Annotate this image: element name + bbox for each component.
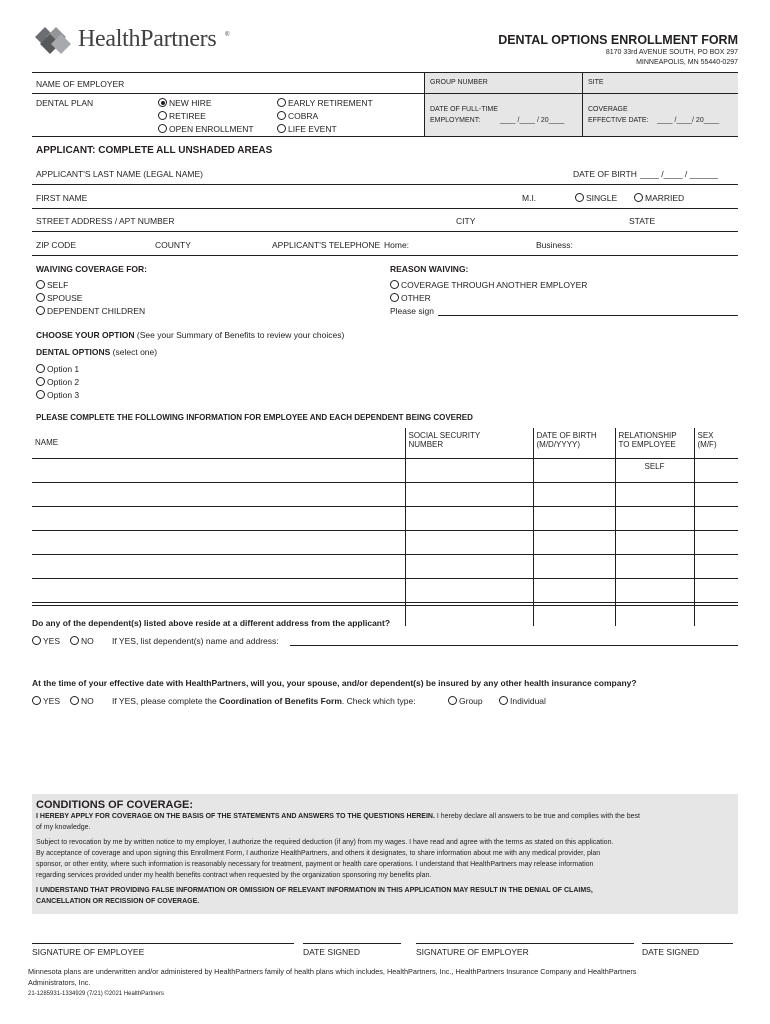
radio-option-2[interactable] <box>36 377 45 386</box>
reason-heading: REASON WAIVING: <box>390 264 469 274</box>
form-code: 21-1285931-1334929 (7/21) ©2021 HealthPartners <box>28 991 164 997</box>
radio-waive-self[interactable] <box>36 280 45 289</box>
logo-text: HealthPartners <box>78 26 217 52</box>
radio-q2-group[interactable] <box>448 696 457 705</box>
county-label: COUNTY <box>155 240 191 250</box>
applicant-heading: APPLICANT: COMPLETE ALL UNSHADED AREAS <box>36 145 273 156</box>
footer-line-2: Administrators, Inc. <box>28 978 91 987</box>
q2-yes[interactable]: YES <box>32 696 60 706</box>
table-row[interactable] <box>32 578 738 602</box>
radio-q2-yes[interactable] <box>32 696 41 705</box>
waiving-heading: WAIVING COVERAGE FOR: <box>36 264 147 274</box>
business-phone-label: Business: <box>536 240 573 250</box>
col-name-header: NAME <box>32 428 405 458</box>
status-married[interactable]: MARRIED <box>634 193 684 203</box>
employer-signature-line[interactable] <box>416 943 634 944</box>
fulltime-label-1: DATE OF FULL-TIME <box>430 106 498 113</box>
phone-label: APPLICANT'S TELEPHONE <box>272 240 381 250</box>
q1-question: Do any of the dependent(s) listed above reside at a different address from the applicant? <box>32 618 391 628</box>
radio-early-retirement[interactable] <box>277 98 286 107</box>
q2-group[interactable]: Group <box>448 696 483 706</box>
waive-signature-line[interactable] <box>438 315 738 316</box>
date1-label: DATE SIGNED <box>303 947 360 957</box>
q1-no[interactable]: NO <box>70 636 94 646</box>
q1-follow: If YES, list dependent(s) name and address: <box>112 636 279 646</box>
waive-children[interactable]: DEPENDENT CHILDREN <box>36 306 145 316</box>
option-2[interactable]: Option 2 <box>36 377 79 387</box>
date2-label: DATE SIGNED <box>642 947 699 957</box>
radio-retiree[interactable] <box>158 111 167 120</box>
zip-label: ZIP CODE <box>36 240 76 250</box>
home-phone-label: Home: <box>384 240 410 250</box>
dob-field[interactable]: ____ /____ / ______ <box>640 169 718 179</box>
radio-married[interactable] <box>634 193 643 202</box>
radio-open-enrollment[interactable] <box>158 124 167 133</box>
logo-mark: ® <box>225 32 230 38</box>
q1-answer-line[interactable] <box>290 645 738 646</box>
radio-cobra[interactable] <box>277 111 286 120</box>
plan-open-enrollment[interactable]: OPEN ENROLLMENT <box>158 124 254 134</box>
option-heading: CHOOSE YOUR OPTION (See your Summary of Benefits to review your choices) <box>36 330 345 340</box>
radio-waive-spouse[interactable] <box>36 293 45 302</box>
plan-early-retirement[interactable]: EARLY RETIREMENT <box>277 98 373 108</box>
q2-follow: If YES, please complete the Coordination of Benefits Form. Check which type: <box>112 696 416 706</box>
employer-label: NAME OF EMPLOYER <box>36 79 125 89</box>
radio-q2-no[interactable] <box>70 696 79 705</box>
col-sex-header: SEX (M/F) <box>694 428 738 458</box>
radio-q1-yes[interactable] <box>32 636 41 645</box>
radio-new-hire[interactable] <box>158 98 167 107</box>
date1-line[interactable] <box>303 943 401 944</box>
plan-new-hire[interactable]: NEW HIRE <box>158 98 212 108</box>
dental-options-sub: DENTAL OPTIONS (select one) <box>36 347 158 357</box>
reason-other[interactable]: OTHER <box>390 293 431 303</box>
plan-life-event[interactable]: LIFE EVENT <box>277 124 337 134</box>
q2-individual[interactable]: Individual <box>499 696 546 706</box>
plan-cobra[interactable]: COBRA <box>277 111 318 121</box>
waive-spouse[interactable]: SPOUSE <box>36 293 82 303</box>
address-line-1: 8170 33rd AVENUE SOUTH, PO BOX 297 <box>605 49 738 56</box>
coverage-label-1: COVERAGE <box>588 106 628 113</box>
radio-waive-children[interactable] <box>36 306 45 315</box>
city-label: CITY <box>456 216 476 226</box>
q2-no[interactable]: NO <box>70 696 94 706</box>
option-1[interactable]: Option 1 <box>36 364 79 374</box>
form-title: DENTAL OPTIONS ENROLLMENT FORM <box>498 33 738 47</box>
col-dob-header: DATE OF BIRTH (M/D/YYYY) <box>533 428 615 458</box>
option-3[interactable]: Option 3 <box>36 390 79 400</box>
group-number-label: GROUP NUMBER <box>430 79 488 86</box>
fulltime-label-2: EMPLOYMENT: <box>430 117 481 124</box>
conditions-p2-l3: sponsor, or other entity, where such information is reasonably necessary for treatment, payment or health care operations. I understand that HealthPartners may release information <box>36 861 594 868</box>
col-ssn-header: SOCIAL SECURITY NUMBER <box>405 428 533 458</box>
employee-signature-line[interactable] <box>32 943 294 944</box>
q2-question: At the time of your effective date with HealthPartners, will you, your spouse, and/or dependent(s) be insured by any other health insurance company? <box>32 678 637 688</box>
col-rel-header: RELATIONSHIP TO EMPLOYEE <box>615 428 694 458</box>
dental-plan-label: DENTAL PLAN <box>36 98 94 108</box>
fulltime-date-field[interactable]: ____ /____ / 20____ <box>500 117 565 124</box>
status-single[interactable]: SINGLE <box>575 193 617 203</box>
table-row[interactable] <box>32 530 738 554</box>
table-row[interactable] <box>32 458 738 482</box>
dob-label: DATE OF BIRTH <box>573 169 637 179</box>
radio-reason-other[interactable] <box>390 293 399 302</box>
site-label: SITE <box>588 79 604 86</box>
address-line-2: MINNEAPOLIS, MN 55440-0297 <box>636 59 738 66</box>
state-label: STATE <box>629 216 656 226</box>
conditions-p1: I HEREBY APPLY FOR COVERAGE ON THE BASIS OF THE STATEMENTS AND ANSWERS TO THE QUESTIONS HEREIN. I hereby declare all answers to be true and complies with the best <box>36 813 640 820</box>
radio-option-1[interactable] <box>36 364 45 373</box>
table-row[interactable] <box>32 482 738 506</box>
last-name-label: APPLICANT'S LAST NAME (LEGAL NAME) <box>36 169 203 179</box>
radio-reason-employer[interactable] <box>390 280 399 289</box>
dependents-table <box>32 428 738 626</box>
radio-option-3[interactable] <box>36 390 45 399</box>
conditions-p2-l2: By acceptance of coverage and upon signing this Enrollment Form, I authorize HealthPartners, and others it designates, to share information about me with any medical provider, plan <box>36 850 601 857</box>
conditions-p2-l4: regarding services provided under my health benefits contract when requested by the organization sponsoring my benefits plan. <box>36 872 432 879</box>
table-row[interactable] <box>32 506 738 530</box>
coverage-label-2: EFFECTIVE DATE: <box>588 117 649 124</box>
radio-single[interactable] <box>575 193 584 202</box>
self-cell: SELF <box>615 458 694 482</box>
street-label: STREET ADDRESS / APT NUMBER <box>36 216 175 226</box>
conditions-p1-l2: of my knowledge. <box>36 824 91 831</box>
radio-life-event[interactable] <box>277 124 286 133</box>
employer-signature-label: SIGNATURE OF EMPLOYER <box>416 947 529 957</box>
reason-another-employer[interactable]: COVERAGE THROUGH ANOTHER EMPLOYER <box>390 280 587 290</box>
conditions-p2-l1: Subject to revocation by me by written notice to my employer, I authorize the required deduction (if any) from my wages. I have read and agree with the terms as stated on this application. <box>36 839 614 846</box>
radio-q1-no[interactable] <box>70 636 79 645</box>
plan-retiree[interactable]: RETIREE <box>158 111 206 121</box>
coverage-date-field[interactable]: ____ /____/ 20____ <box>657 117 720 124</box>
please-sign-label: Please sign <box>390 306 434 316</box>
conditions-p3-l2: CANCELLATION OR RECISSION OF COVERAGE. <box>36 898 200 905</box>
table-row[interactable] <box>32 554 738 578</box>
first-name-label: FIRST NAME <box>36 193 88 203</box>
waive-self[interactable]: SELF <box>36 280 68 290</box>
healthpartners-diamond-icon <box>34 26 76 56</box>
dependents-heading: PLEASE COMPLETE THE FOLLOWING INFORMATION FOR EMPLOYEE AND EACH DEPENDENT BEING COVERED <box>36 413 473 422</box>
conditions-p3-l1: I UNDERSTAND THAT PROVIDING FALSE INFORMATION OR OMISSION OF RELEVANT INFORMATION IN THIS APPLICATION MAY RESULT IN THE DENIAL OF CLAIMS, <box>36 887 593 894</box>
footer-line-1: Minnesota plans are underwritten and/or administered by HealthPartners family of health plans which includes, HealthPartners, Inc., HealthPartners Insurance Company and HealthPartners <box>28 967 637 976</box>
q1-yes[interactable]: YES <box>32 636 60 646</box>
conditions-heading: CONDITIONS OF COVERAGE: <box>36 799 194 811</box>
employee-signature-label: SIGNATURE OF EMPLOYEE <box>32 947 145 957</box>
radio-q2-individual[interactable] <box>499 696 508 705</box>
mi-label: M.I. <box>522 193 537 203</box>
date2-line[interactable] <box>642 943 733 944</box>
